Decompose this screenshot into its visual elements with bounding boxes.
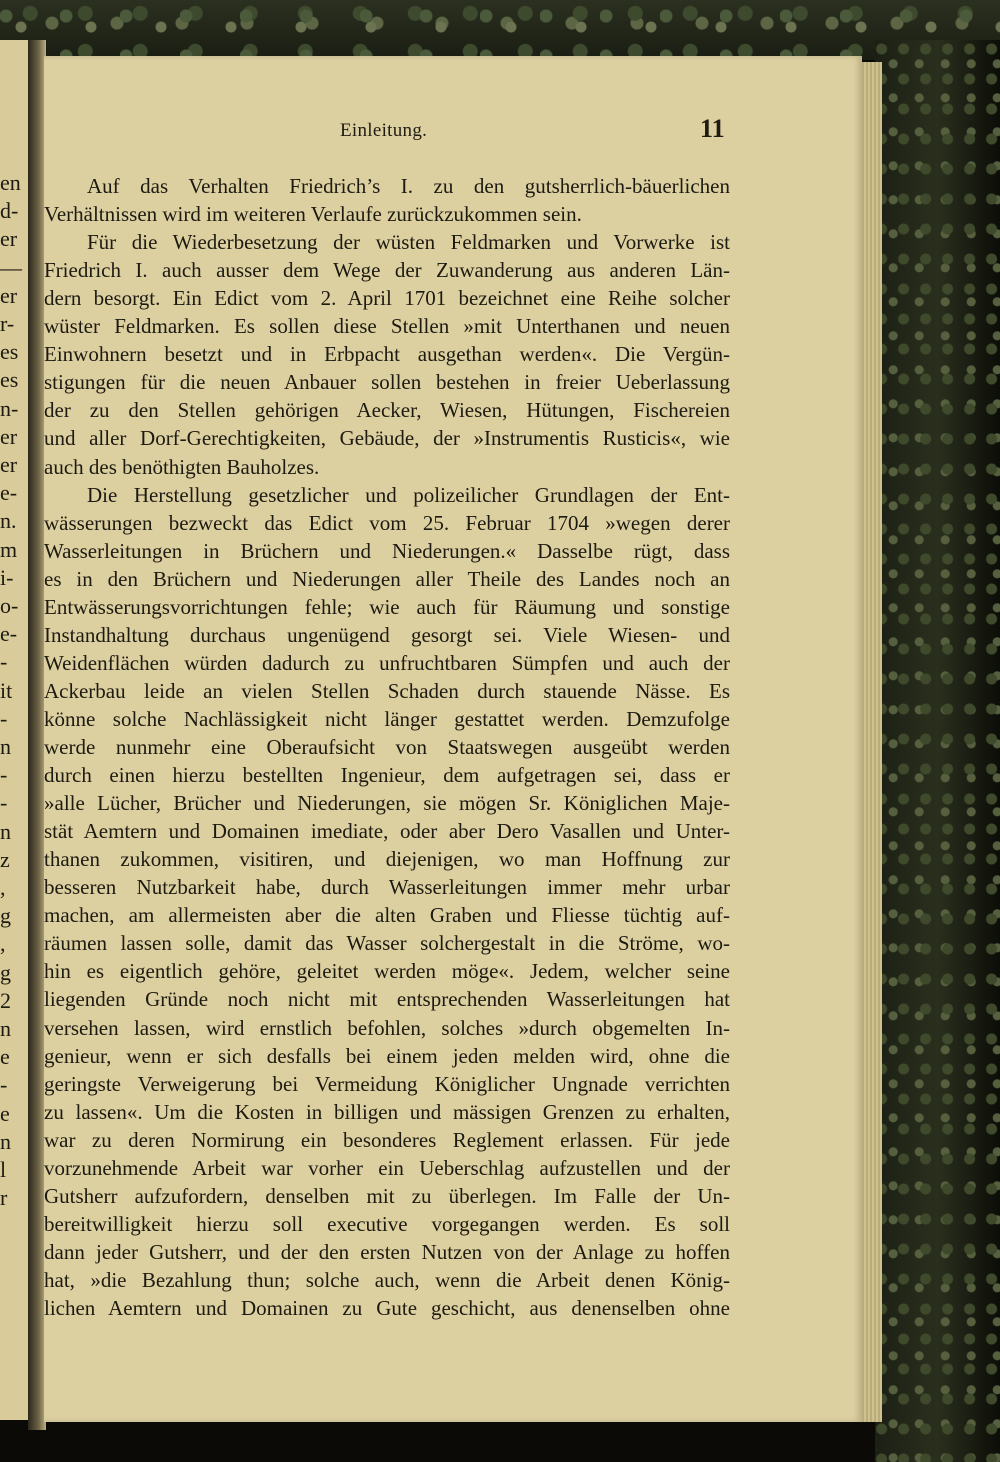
text-line: genieur, wenn er sich desfalls bei einem jeden melden wird, ohne die xyxy=(44,1043,730,1068)
text-line: durch einen hierzu bestellten Ingenieur, dem aufgetragen sei, dass er xyxy=(44,763,730,788)
facing-page-fragment: m xyxy=(0,536,18,562)
facing-page-fragment: n xyxy=(0,734,11,759)
facing-page-fragment: l xyxy=(0,1157,7,1182)
facing-page-fragment: i- xyxy=(0,564,14,590)
facing-page-fragment: n. xyxy=(0,508,17,534)
facing-page-fragment: n xyxy=(0,1128,11,1154)
text-line: der zu den Stellen gehörigen Aecker, Wiesen, Hütungen, Fischereien xyxy=(44,398,730,423)
text-line: Einwohnern besetzt und in Erbpacht ausgethan werden«. Die Vergün- xyxy=(44,342,730,367)
facing-page-fragment: g xyxy=(0,959,11,985)
facing-page-fragment: er xyxy=(0,282,18,308)
page-number: 11 xyxy=(700,114,725,143)
facing-page-fragment: , xyxy=(0,875,6,900)
text-line: hin es eigentlich gehöre, geleitet werden möge«. Jedem, welcher seine xyxy=(44,959,730,984)
text-line: geringste Verweigerung bei Vermeidung Königlicher Ungnade verrichten xyxy=(44,1071,730,1096)
book-cover-right xyxy=(875,40,1000,1462)
text-line: Wasserleitungen in Brüchern und Niederungen.« Dasselbe rügt, dass xyxy=(44,538,730,563)
facing-page-fragment: e xyxy=(0,1100,10,1126)
text-line: liegenden Gründe noch nicht mit entsprechenden Wasserleitungen hat xyxy=(44,987,730,1012)
facing-page-fragment: n xyxy=(0,818,11,844)
facing-page-fragment: - xyxy=(0,705,8,731)
facing-page-fragment: es xyxy=(0,367,19,393)
text-line: Friedrich I. auch ausser dem Wege der Zuwanderung aus anderen Län- xyxy=(44,258,730,283)
text-line: dann jeder Gutsherr, und der den ersten Nutzen von der Anlage zu hoffen xyxy=(44,1239,730,1264)
text-line: versehen lassen, wird ernstlich befohlen, solches »durch obgemelten In- xyxy=(44,1015,730,1040)
text-line: stät Aemtern und Domainen imediate, oder aber Dero Vasallen und Unter- xyxy=(44,819,730,844)
facing-page-fragment: g xyxy=(0,903,11,929)
facing-page-fragment: d- xyxy=(0,198,19,224)
text-line: vorzunehmende Arbeit war vorher ein Ueberschlag aufzustellen und der xyxy=(44,1155,730,1180)
facing-page-fragment: es xyxy=(0,339,19,365)
text-line: zu lassen«. Um die Kosten in billigen und mässigen Grenzen zu erhalten, xyxy=(44,1099,730,1124)
facing-page-fragment: r- xyxy=(0,311,15,336)
facing-page-fragment: r xyxy=(0,1185,8,1211)
book-page xyxy=(44,56,862,1422)
facing-page-fragment: e- xyxy=(0,480,18,506)
text-line: hat, »die Bezahlung thun; solche auch, wenn die Arbeit denen König- xyxy=(44,1267,730,1292)
text-line: dern besorgt. Ein Edict vom 2. April 1701 bezeichnet eine Reihe solcher xyxy=(44,286,730,311)
text-line: wässerungen bezweckt das Edict vom 25. Februar 1704 »wegen derer xyxy=(44,510,730,535)
facing-page-fragment: er xyxy=(0,226,18,252)
facing-page-fragment: 2 xyxy=(0,987,11,1013)
facing-page-fragment: - xyxy=(0,762,8,788)
page-stack-edge xyxy=(860,62,882,1422)
facing-page-fragment: e xyxy=(0,1044,10,1070)
text-line: es in den Brüchern und Niederungen aller Theile des Landes noch an xyxy=(44,566,730,591)
facing-page-fragment: o- xyxy=(0,593,19,618)
facing-page-fragment: er xyxy=(0,423,18,449)
running-header: Einleitung. xyxy=(340,120,428,141)
text-line: räumen lassen solle, damit das Wasser solchergestalt in die Ströme, wo- xyxy=(44,931,730,956)
text-line: war zu deren Normirung ein besonderes Reglement erlassen. Für jede xyxy=(44,1127,730,1152)
facing-page-fragment: it xyxy=(0,677,13,703)
facing-page-fragment: n- xyxy=(0,395,19,421)
text-line: Entwässerungsvorrichtungen fehle; wie auch für Räumung und sonstige xyxy=(44,594,730,619)
facing-page-fragment: — xyxy=(0,254,22,280)
text-line: Instandhaltung durchaus ungenügend gesorgt sei. Viele Wiesen- und xyxy=(44,622,730,647)
text-line: Auf das Verhalten Friedrich’s I. zu den gutsherrlich-bäuerlichen xyxy=(87,174,730,198)
text-line: bereitwilligkeit hierzu soll executive vorgegangen werden. Es soll xyxy=(44,1211,730,1236)
text-line: »alle Lücher, Brücher und Niederungen, sie mögen Sr. Königlichen Maje- xyxy=(44,791,730,816)
facing-page-fragment: e- xyxy=(0,621,18,647)
text-line: Für die Wiederbesetzung der wüsten Feldmarken und Vorwerke ist xyxy=(87,230,730,255)
facing-page-fragment: en xyxy=(0,170,21,195)
facing-page-fragment: - xyxy=(0,649,8,675)
facing-page-edge xyxy=(0,40,28,1420)
text-line: lichen Aemtern und Domainen zu Gute geschicht, aus denenselben ohne xyxy=(44,1296,730,1320)
text-line: Die Herstellung gesetzlicher und polizeilicher Grundlagen der Ent- xyxy=(87,482,730,507)
facing-page-fragment: - xyxy=(0,790,8,816)
text-line: Verhältnissen wird im weiteren Verlaufe zurückzukommen sein. xyxy=(44,202,582,227)
text-line: auch des benöthigten Bauholzes. xyxy=(44,454,320,479)
text-line: machen, am allermeisten aber die alten Graben und Fliesse tüchtig auf- xyxy=(44,903,730,928)
facing-page-fragment: , xyxy=(0,931,6,957)
text-line: Gutsherr aufzufordern, denselben mit zu überlegen. Im Falle der Un- xyxy=(44,1183,730,1208)
facing-page-fragment: - xyxy=(0,1072,8,1098)
text-line: besseren Nutzbarkeit habe, durch Wasserleitungen immer mehr urbar xyxy=(44,875,730,900)
text-line: könne solche Nachlässigkeit nicht länger gestattet werden. Demzufolge xyxy=(44,706,730,731)
text-line: thanen zukommen, visitiren, und diejenigen, wo man Hoffnung zur xyxy=(44,847,730,872)
text-line: wüster Feldmarken. Es sollen diese Stellen »mit Unterthanen und neuen xyxy=(44,314,730,339)
text-line: und aller Dorf-Gerechtigkeiten, Gebäude, der »Instrumentis Rusticis«, wie xyxy=(44,426,730,451)
text-line: stigungen für die neuen Anbauer sollen bestehen in freier Ueberlassung xyxy=(44,370,730,395)
text-line: Weidenflächen würden dadurch zu unfruchtbaren Sümpfen und auch der xyxy=(44,650,730,675)
text-line: werde nunmehr eine Oberaufsicht von Staatswegen ausgeübt werden xyxy=(44,735,730,759)
facing-page-fragment: er xyxy=(0,452,18,477)
text-line: Ackerbau leide an vielen Stellen Schaden durch stauende Nässe. Es xyxy=(44,678,730,703)
book-cover-top xyxy=(0,0,1000,60)
facing-page-fragment: z xyxy=(0,846,10,872)
facing-page-fragment: n xyxy=(0,1016,11,1041)
